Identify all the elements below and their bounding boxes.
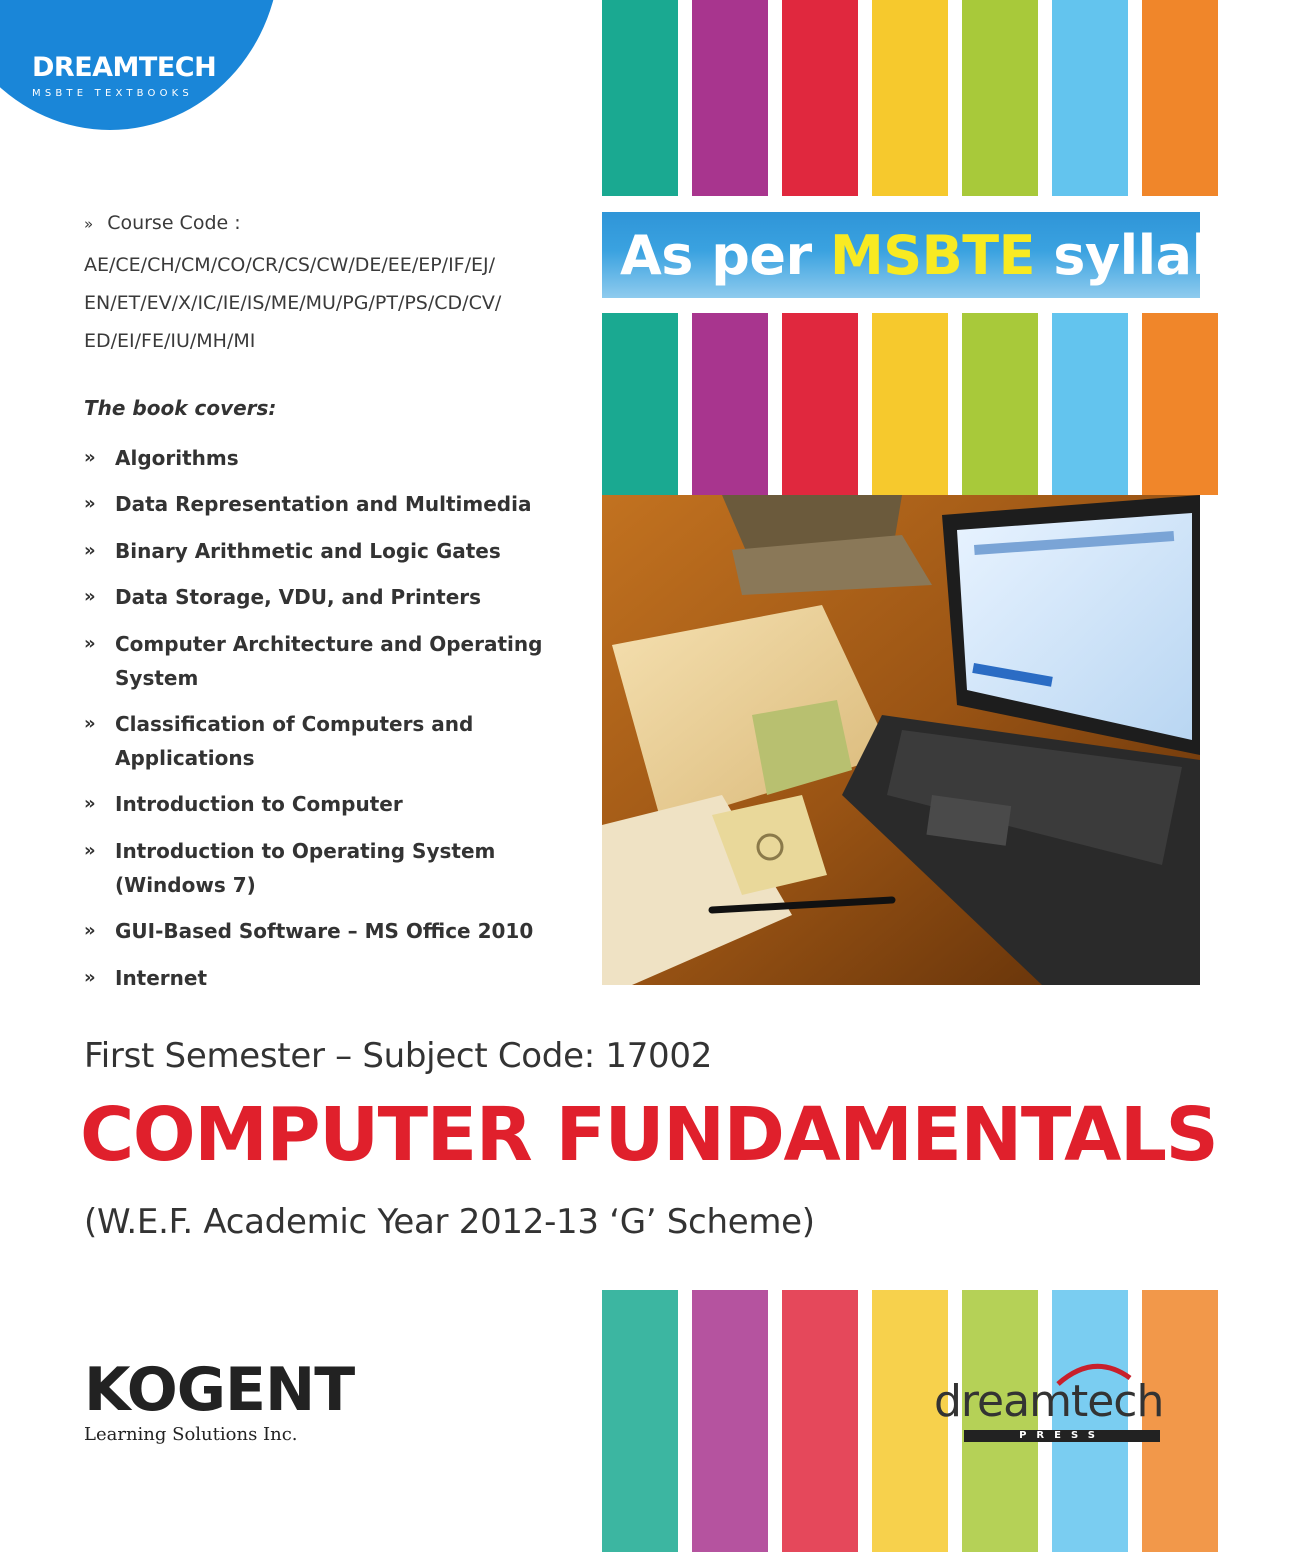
bullet-glyph: » bbox=[84, 586, 96, 607]
bullet-glyph: » bbox=[84, 633, 96, 654]
dreamtech-wordmark: dreamtech bbox=[934, 1376, 1164, 1427]
topic-text: Binary Arithmetic and Logic Gates bbox=[115, 539, 501, 563]
stripe-purple bbox=[692, 1290, 768, 1552]
topic-text-continued: Applications bbox=[115, 746, 255, 770]
course-code-line: AE/CE/CH/CM/CO/CR/CS/CW/DE/EE/EP/IF/EJ/ bbox=[84, 254, 496, 276]
topic-text: Computer Architecture and Operating bbox=[115, 632, 543, 656]
stripe-red bbox=[782, 0, 858, 196]
topic-text-continued: (Windows 7) bbox=[115, 873, 256, 897]
stripe-orange bbox=[1142, 0, 1218, 196]
kogent-logo bbox=[84, 1355, 355, 1445]
banner-text bbox=[620, 224, 1299, 287]
bullet-glyph: » bbox=[84, 215, 94, 233]
topic-text: Classification of Computers and bbox=[115, 712, 474, 736]
kogent-subtitle: Learning Solutions Inc. bbox=[84, 1424, 298, 1445]
bullet-glyph: » bbox=[84, 840, 96, 861]
course-code-label: Course Code : bbox=[107, 212, 241, 234]
topic-text-continued: System bbox=[115, 666, 199, 690]
topic-item bbox=[84, 580, 564, 614]
laptop-on-desk-photo bbox=[602, 495, 1200, 985]
topic-text: Algorithms bbox=[115, 446, 239, 470]
middle-color-stripes bbox=[602, 313, 1200, 495]
topic-text: Introduction to Operating System bbox=[115, 839, 496, 863]
syllabus-banner bbox=[602, 212, 1299, 298]
banner-suffix: syllabus bbox=[1034, 224, 1299, 287]
stripe-red bbox=[782, 313, 858, 495]
course-code-line: ED/EI/FE/IU/MH/MI bbox=[84, 330, 256, 352]
stripe-sky bbox=[1052, 0, 1128, 196]
stripe-teal bbox=[602, 1290, 678, 1552]
topic-item bbox=[84, 534, 564, 568]
stripe-yellow bbox=[872, 313, 948, 495]
book-title: COMPUTER FUNDAMENTALS bbox=[80, 1092, 1218, 1178]
course-code-line: EN/ET/EV/X/IC/IE/IS/ME/MU/PG/PT/PS/CD/CV/ bbox=[84, 292, 502, 314]
semester-subject-code: First Semester – Subject Code: 17002 bbox=[84, 1036, 713, 1076]
dreamtech-press-logo bbox=[934, 1360, 1184, 1460]
bullet-glyph: » bbox=[84, 713, 96, 734]
course-code-block bbox=[84, 212, 584, 360]
topic-text: GUI-Based Software – MS Office 2010 bbox=[115, 919, 534, 943]
bullet-glyph: » bbox=[84, 967, 96, 988]
publisher-badge-tagline: MSBTE TEXTBOOKS bbox=[32, 88, 193, 99]
stripe-purple bbox=[692, 0, 768, 196]
bullet-glyph: » bbox=[84, 493, 96, 514]
stripe-green bbox=[962, 313, 1038, 495]
stripe-teal bbox=[602, 0, 678, 196]
topic-item bbox=[84, 961, 564, 995]
stripe-purple bbox=[692, 313, 768, 495]
dreamtech-press-label: PRESS bbox=[964, 1430, 1160, 1442]
stripe-green bbox=[962, 0, 1038, 196]
stripe-sky bbox=[1052, 313, 1128, 495]
covers-heading: The book covers: bbox=[84, 396, 277, 420]
bullet-glyph: » bbox=[84, 920, 96, 941]
bullet-glyph: » bbox=[84, 447, 96, 468]
top-color-stripes bbox=[602, 0, 1200, 196]
topic-item bbox=[84, 707, 564, 775]
stripe-yellow bbox=[872, 0, 948, 196]
stripe-red bbox=[782, 1290, 858, 1552]
topic-item bbox=[84, 627, 564, 695]
topic-item bbox=[84, 487, 564, 521]
kogent-wordmark: KOGENT bbox=[84, 1355, 355, 1425]
course-code-label-row bbox=[84, 212, 584, 234]
stripe-orange bbox=[1142, 313, 1218, 495]
topic-item bbox=[84, 441, 564, 475]
topic-text: Data Representation and Multimedia bbox=[115, 492, 532, 516]
topic-text: Data Storage, VDU, and Printers bbox=[115, 585, 482, 609]
topic-item bbox=[84, 787, 564, 821]
banner-prefix: As per bbox=[620, 224, 830, 287]
topic-text: Internet bbox=[115, 966, 208, 990]
publisher-badge-name: DREAMTECH bbox=[32, 52, 217, 83]
topic-text: Introduction to Computer bbox=[115, 792, 403, 816]
bullet-glyph: » bbox=[84, 540, 96, 561]
banner-highlight: MSBTE bbox=[829, 224, 1035, 287]
topic-item bbox=[84, 834, 564, 902]
stripe-teal bbox=[602, 313, 678, 495]
bullet-glyph: » bbox=[84, 793, 96, 814]
topic-item bbox=[84, 914, 564, 948]
scheme-line: (W.E.F. Academic Year 2012-13 ‘G’ Scheme) bbox=[84, 1202, 815, 1242]
